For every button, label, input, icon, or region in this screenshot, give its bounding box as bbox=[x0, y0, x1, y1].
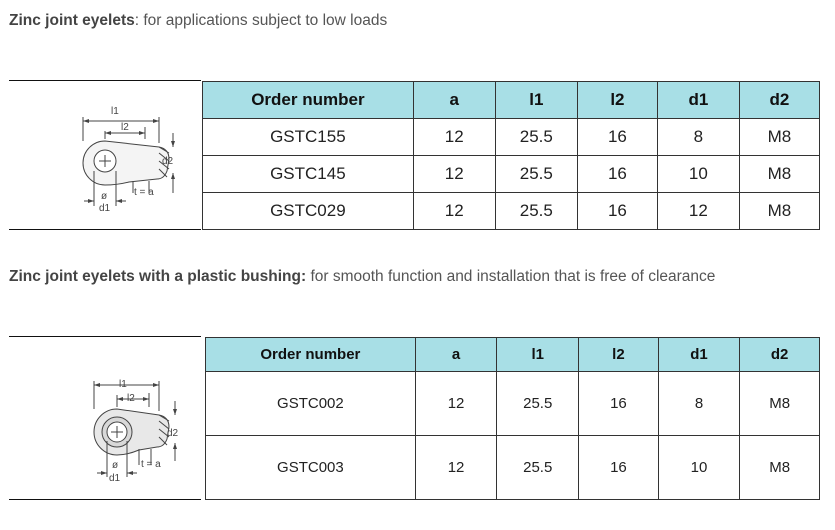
cell-l2: 16 bbox=[579, 372, 659, 436]
spec-table-2 bbox=[205, 337, 820, 500]
table-row bbox=[203, 156, 820, 193]
table-row bbox=[206, 436, 820, 500]
header-a: a bbox=[413, 82, 495, 119]
section-2-heading-bold: Zinc joint eyelets with a plastic bushing: bbox=[9, 268, 307, 285]
cell-l1: 25.5 bbox=[495, 119, 577, 156]
section-2-heading bbox=[9, 268, 715, 286]
cell-d1: 10 bbox=[658, 436, 740, 500]
eyelet-diagram-2 bbox=[9, 337, 201, 499]
cell-order-number: GSTC145 bbox=[203, 156, 414, 193]
cell-d2: M8 bbox=[739, 156, 819, 193]
eyelet-drawing-1 bbox=[9, 80, 201, 230]
section-1-heading-bold: Zinc joint eyelets bbox=[9, 12, 135, 29]
header-l2: l2 bbox=[577, 82, 657, 119]
cell-a: 12 bbox=[415, 436, 497, 500]
header-d2: d2 bbox=[740, 338, 820, 372]
cell-d1: 8 bbox=[658, 372, 740, 436]
cell-order-number: GSTC003 bbox=[206, 436, 416, 500]
cell-l2: 16 bbox=[577, 193, 657, 230]
eyelet-drawing-2 bbox=[9, 336, 201, 500]
table-row bbox=[203, 193, 820, 230]
table-header-row bbox=[206, 338, 820, 372]
header-d1: d1 bbox=[658, 338, 740, 372]
cell-d1: 8 bbox=[657, 119, 739, 156]
cell-l1: 25.5 bbox=[497, 436, 579, 500]
table-row bbox=[206, 372, 820, 436]
cell-l1: 25.5 bbox=[495, 193, 577, 230]
section-1-heading-rest: : for applications subject to low loads bbox=[134, 12, 388, 29]
dim-d2-label: d2 bbox=[167, 428, 179, 439]
cell-l1: 25.5 bbox=[497, 372, 579, 436]
cell-d2: M8 bbox=[740, 372, 820, 436]
header-l2: l2 bbox=[579, 338, 659, 372]
dim-t-label: t = a bbox=[141, 459, 161, 470]
header-l1: l1 bbox=[495, 82, 577, 119]
dim-dia-symbol: ø bbox=[112, 460, 119, 471]
cell-a: 12 bbox=[413, 156, 495, 193]
header-a: a bbox=[415, 338, 497, 372]
cell-order-number: GSTC002 bbox=[206, 372, 416, 436]
dim-d1-label: d1 bbox=[99, 203, 111, 214]
cell-d2: M8 bbox=[740, 436, 820, 500]
table-row bbox=[203, 119, 820, 156]
eyelet-diagram-1 bbox=[9, 81, 201, 229]
cell-a: 12 bbox=[415, 372, 497, 436]
cell-a: 12 bbox=[413, 119, 495, 156]
cell-d1: 12 bbox=[657, 193, 739, 230]
cell-d1: 10 bbox=[657, 156, 739, 193]
cell-l2: 16 bbox=[577, 119, 657, 156]
cell-order-number: GSTC029 bbox=[203, 193, 414, 230]
cell-d2: M8 bbox=[739, 119, 819, 156]
dim-t-label: t = a bbox=[134, 187, 154, 198]
cell-a: 12 bbox=[413, 193, 495, 230]
header-d1: d1 bbox=[657, 82, 739, 119]
dim-d2-label: d2 bbox=[162, 156, 174, 167]
dim-l1-label: l1 bbox=[111, 106, 119, 117]
cell-l2: 16 bbox=[577, 156, 657, 193]
cell-l1: 25.5 bbox=[495, 156, 577, 193]
dim-l2-label: l2 bbox=[121, 122, 129, 133]
header-order-number: Order number bbox=[206, 338, 416, 372]
header-d2: d2 bbox=[739, 82, 819, 119]
cell-l2: 16 bbox=[579, 436, 659, 500]
dim-l1-label: l1 bbox=[119, 379, 127, 390]
header-order-number: Order number bbox=[203, 82, 414, 119]
section-1-heading bbox=[9, 12, 387, 30]
spec-table-1 bbox=[202, 81, 820, 230]
cell-order-number: GSTC155 bbox=[203, 119, 414, 156]
cell-d2: M8 bbox=[739, 193, 819, 230]
dim-d1-label: d1 bbox=[109, 473, 121, 484]
header-l1: l1 bbox=[497, 338, 579, 372]
dim-dia-symbol: ø bbox=[101, 191, 108, 202]
table-header-row bbox=[203, 82, 820, 119]
dim-l2-label: l2 bbox=[127, 393, 135, 404]
section-2-heading-rest: for smooth function and installation that is free of clearance bbox=[306, 268, 716, 285]
